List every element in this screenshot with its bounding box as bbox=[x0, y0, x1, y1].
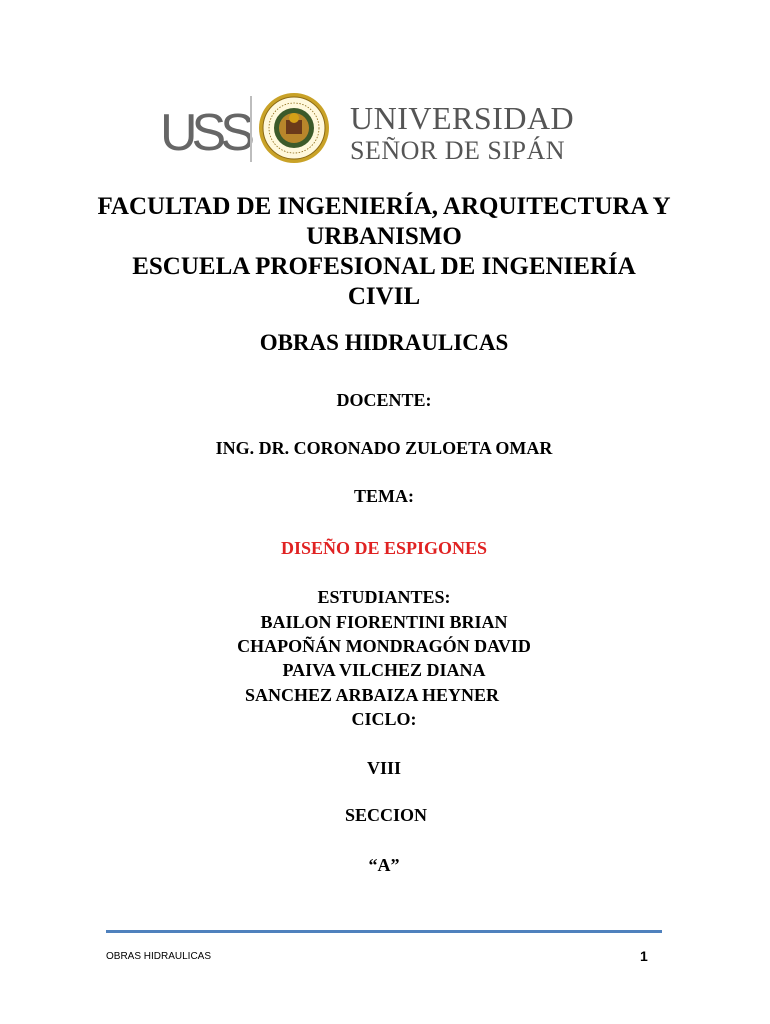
docente-label: DOCENTE: bbox=[336, 390, 432, 410]
university-seal-icon bbox=[258, 92, 330, 164]
logo-divider bbox=[250, 96, 252, 162]
tema-value: DISEÑO DE ESPIGONES bbox=[280, 538, 488, 558]
ciclo-label: CICLO: bbox=[351, 709, 417, 729]
university-logo bbox=[160, 92, 600, 172]
course-title: OBRAS HIDRAULICAS bbox=[259, 330, 509, 355]
page-number: 1 bbox=[640, 948, 648, 964]
footer-course-title: OBRAS HIDRAULICAS bbox=[106, 951, 212, 962]
uss-logo-text: USS bbox=[160, 104, 249, 162]
footer-rule bbox=[106, 930, 662, 933]
university-name-line2: SEÑOR DE SIPÁN bbox=[350, 136, 566, 165]
faculty-title bbox=[0, 192, 768, 252]
faculty-title-line2: URBANISMO bbox=[306, 223, 462, 250]
university-name bbox=[350, 102, 574, 164]
student-name: CHAPOÑÁN MONDRAGÓN DAVID bbox=[237, 636, 531, 656]
school-title bbox=[0, 252, 768, 312]
seccion-label: SECCION bbox=[344, 805, 428, 825]
ciclo-value: VIII bbox=[366, 758, 401, 778]
school-title-line2: CIVIL bbox=[347, 283, 421, 310]
seccion-value: “A” bbox=[368, 855, 400, 875]
student-name: BAILON FIORENTINI BRIAN bbox=[260, 612, 508, 632]
school-title-line1: ESCUELA PROFESIONAL DE INGENIERÍA bbox=[132, 253, 636, 280]
faculty-title-line1: FACULTAD DE INGENIERÍA, ARQUITECTURA Y bbox=[97, 193, 671, 220]
uss-logo-mark bbox=[160, 100, 249, 162]
estudiantes-label: ESTUDIANTES: bbox=[317, 587, 451, 607]
docente-name: ING. DR. CORONADO ZULOETA OMAR bbox=[215, 438, 553, 458]
student-name: SANCHEZ ARBAIZA HEYNER bbox=[244, 685, 500, 705]
university-name-line1: UNIVERSIDAD bbox=[350, 100, 575, 136]
tema-label: TEMA: bbox=[354, 486, 414, 506]
student-name: PAIVA VILCHEZ DIANA bbox=[282, 660, 486, 680]
